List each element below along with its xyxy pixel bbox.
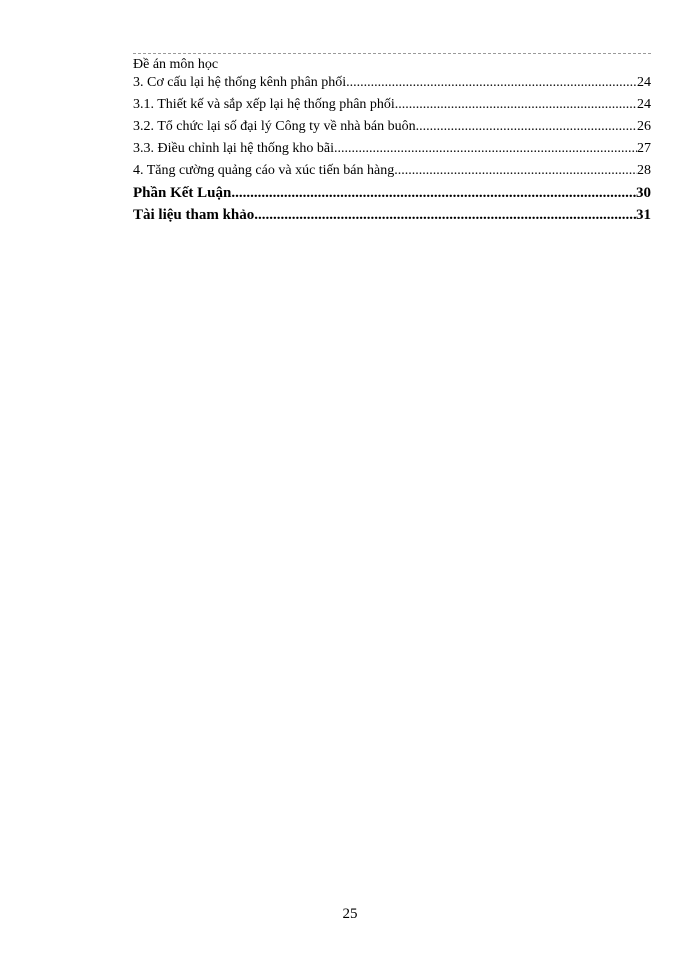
toc-dot-leader xyxy=(334,138,637,160)
toc-entry-title: 3.1. Thiết kế và sắp xếp lại hệ thống phân phối xyxy=(133,97,395,112)
toc-entry-title: 3.3. Điều chỉnh lại hệ thống kho bãi xyxy=(133,141,335,156)
toc-entry-title: 4. Tăng cường quảng cáo và xúc tiến bán hàng xyxy=(133,163,395,178)
toc-entry-page: 24 xyxy=(637,75,651,90)
toc-dot-leader xyxy=(416,116,637,138)
toc-dot-leader xyxy=(231,182,636,204)
toc-entry-page: 31 xyxy=(636,207,651,223)
toc-entry-title: Phần Kết Luận xyxy=(133,185,232,201)
table-of-contents xyxy=(133,72,651,226)
header-divider xyxy=(133,53,651,54)
toc-dot-leader xyxy=(254,204,636,226)
toc-entry-page: 28 xyxy=(637,163,651,178)
toc-dot-leader xyxy=(395,94,637,116)
toc-entry-page: 26 xyxy=(637,119,651,134)
toc-entry-kho-bai[interactable] xyxy=(133,138,651,160)
toc-dot-leader xyxy=(346,72,637,94)
toc-entry-ket-luan[interactable] xyxy=(133,182,651,204)
toc-entry-thiet-ke[interactable] xyxy=(133,94,651,116)
toc-entry-cau-truc-kenh[interactable] xyxy=(133,72,651,94)
toc-entry-tai-lieu[interactable] xyxy=(133,204,651,226)
toc-dot-leader xyxy=(394,160,637,182)
toc-entry-page: 30 xyxy=(636,185,651,201)
toc-entry-quang-cao[interactable] xyxy=(133,160,651,182)
page-number: 25 xyxy=(342,906,358,922)
toc-entry-page: 24 xyxy=(637,97,651,112)
toc-entry-title: 3. Cơ cấu lại hệ thống kênh phân phối xyxy=(133,75,347,90)
running-header: Đề án môn học xyxy=(133,57,219,72)
toc-entry-title: 3.2. Tổ chức lại số đại lý Công ty về nhà bán buôn xyxy=(133,119,416,134)
toc-entry-to-chuc-dai-ly[interactable] xyxy=(133,116,651,138)
toc-entry-page: 27 xyxy=(637,141,651,156)
toc-entry-title: Tài liệu tham khảo xyxy=(133,207,255,223)
